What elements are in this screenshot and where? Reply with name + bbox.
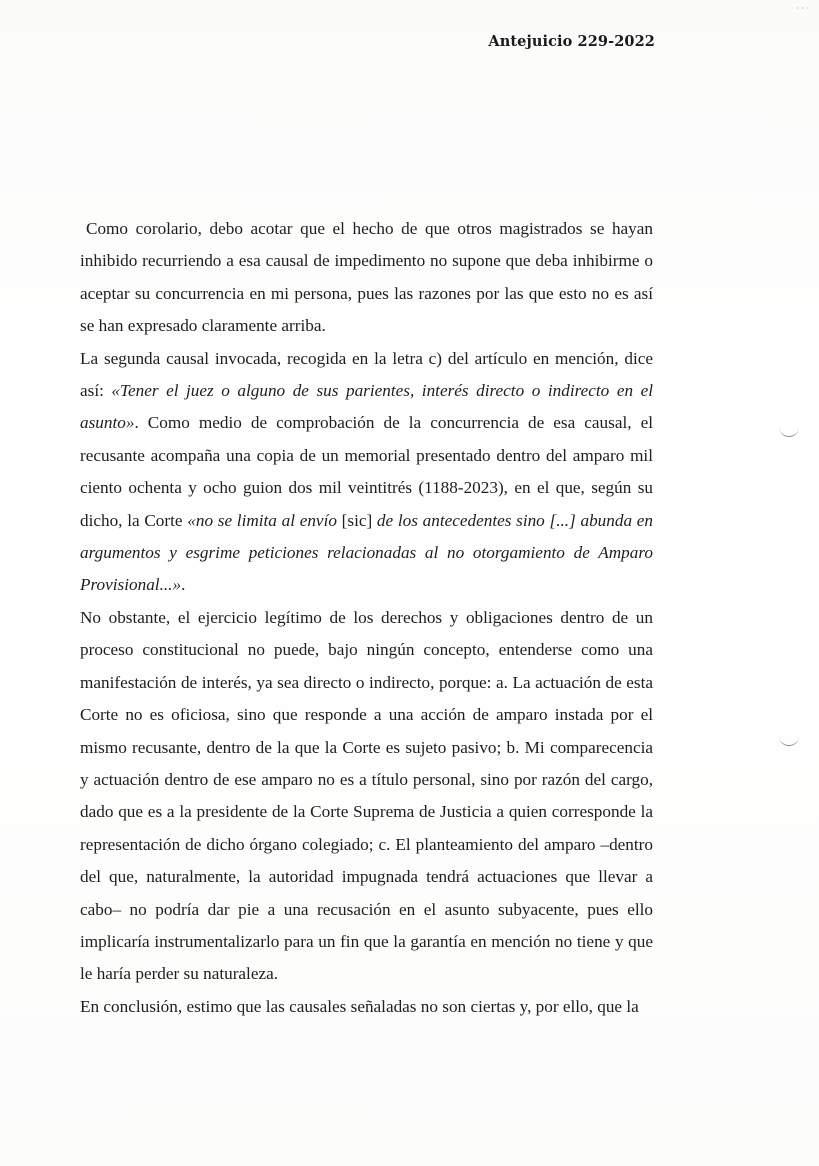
paragraph-segunda-causal: [80, 343, 653, 602]
paragraph-text: Como corolario, debo acotar que el hecho de que otros magistrados se hayan inhibido recurriendo a esa causal de impedimento no supone que deba inhibirme o aceptar su concurrencia en mi persona, pues las razones por las que esto no es así se han expresado claramente arriba.: [80, 219, 653, 336]
margin-mark: [779, 426, 799, 437]
scan-specks: · · ·: [796, 4, 809, 13]
document-body: [80, 213, 653, 1023]
paragraph-text: . Como medio de comprobación de la concurrencia de esa causal, el recusante acompaña una copia de un memorial presentado dentro del amparo mil ciento ochenta y ocho guion dos mil veintitrés (1188-2023), en el que, según su dicho, la Corte: [80, 413, 653, 530]
legal-quote: «Tener el juez o alguno de sus parientes, interés directo o indirecto en el asunto»: [80, 381, 653, 433]
case-number-header: Antejuicio 229-2022: [488, 33, 655, 50]
margin-mark: [779, 735, 799, 746]
court-quote: «no se limita al envío: [187, 510, 342, 530]
court-quote-continued: de los antecedentes sino [...] abunda en argumentos y esgrime peticiones relacionadas al no otorgamiento de Amparo Provisional...»: [80, 510, 653, 595]
paragraph-corolario: [80, 213, 653, 343]
paragraph-text: .: [181, 575, 186, 595]
sic-marker: [sic]: [341, 510, 373, 530]
paragraph-text: La segunda causal invocada, recogida en la letra c) del artículo en mención, dice así:: [80, 348, 653, 401]
paragraph-no-obstante: No obstante, el ejercicio legítimo de los derechos y obligaciones dentro de un proceso constitucional no puede, bajo ningún concepto, entenderse como una manifestación de interés, ya sea directo o indirecto, porque: a. La actuación de esta Corte no es oficiosa, sino que responde a una acción de amparo instada por el mismo recusante, dentro de la que la Corte es sujeto pasivo; b. Mi comparecencia y actuación dentro de ese amparo no es a título personal, sino por razón del cargo, dado que es a la presidente de la Corte Suprema de Justicia a quien corresponde la representación de dicho órgano colegiado; c. El planteamiento del amparo –dentro del que, naturalmente, la autoridad impugnada tendrá actuaciones que llevar a cabo– no podría dar pie a una recusación en el asunto subyacente, pues ello implicaría instrumentalizarlo para un fin que la garantía en mención no tiene y que le haría perder su naturaleza.: [80, 607, 653, 984]
paragraph-conclusion: En conclusión, estimo que las causales señaladas no son ciertas y, por ello, que la: [80, 996, 639, 1016]
